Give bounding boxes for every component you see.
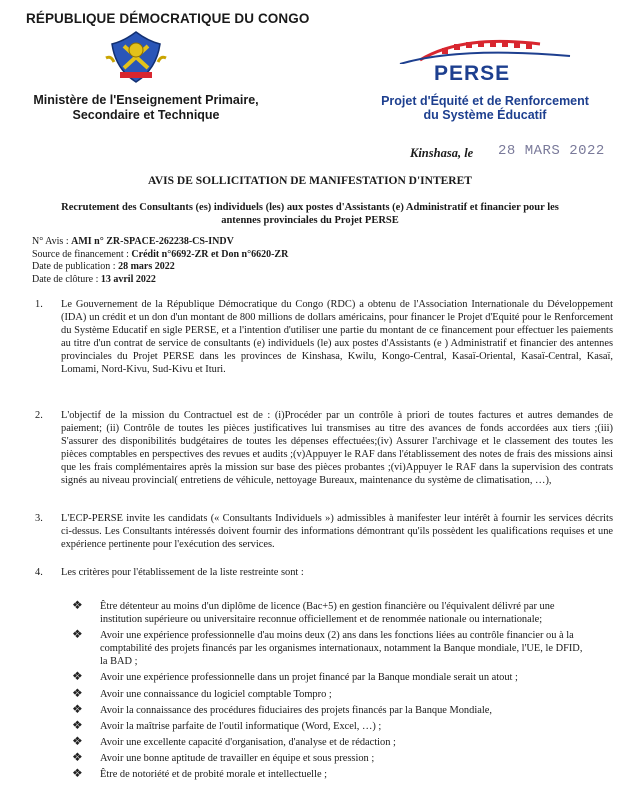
four-diamond-bullet-icon: ❖ xyxy=(72,717,83,732)
four-diamond-bullet-icon: ❖ xyxy=(72,749,83,764)
list-item: ❖ Avoir une excellente capacité d'organisation, d'analyse et de rédaction ; xyxy=(72,733,396,748)
list-item: ❖ Avoir une bonne aptitude de travailler en équipe et sous pression ; xyxy=(72,749,375,764)
criteria-list xyxy=(72,600,592,784)
country-name: RÉPUBLIQUE DÉMOCRATIQUE DU CONGO xyxy=(26,11,310,26)
subtitle-line-2: antennes provinciales du Projet PERSE xyxy=(221,215,399,226)
list-item: ❖ Avoir une connaissance du logiciel comptable Tompro ; xyxy=(72,685,332,700)
four-diamond-bullet-icon: ❖ xyxy=(72,701,83,716)
perse-full-line-2: du Système Éducatif xyxy=(423,108,547,122)
list-item: ❖ Avoir la connaissance des procédures fiduciaires des projets financés par la Banque Mondiale, xyxy=(72,701,492,716)
list-item: ❖ Avoir la maîtrise parfaite de l'outil informatique (Word, Excel, …) ; xyxy=(72,717,382,732)
list-item: ❖ Avoir une expérience professionnelle dans un projet financé par la Banque mondiale serait un atout ; xyxy=(72,669,518,684)
notice-meta xyxy=(32,236,288,286)
notice-subtitle xyxy=(40,201,580,227)
four-diamond-bullet-icon: ❖ xyxy=(72,766,83,781)
list-item: ❖ Avoir une expérience professionnelle d'au moins deux (2) ans dans les fonctions liées au contrôle financier ou à la comptabilité des projets financés par les organismes internationaux, notamment la Banque mondiale, l'UE, le DFID, la BAD ; xyxy=(72,627,583,668)
perse-logo-icon xyxy=(380,38,580,64)
date-stamp: 28 MARS 2022 xyxy=(498,143,605,159)
perse-full-name xyxy=(368,94,602,122)
four-diamond-bullet-icon: ❖ xyxy=(72,669,83,684)
perse-logo-name: PERSE xyxy=(434,62,511,85)
meta-funding-source: Source de financement : Crédit n°6692-ZR et Don n°6620-ZR xyxy=(32,248,289,260)
perse-full-line-1: Projet d'Équité et de Renforcement xyxy=(381,94,589,108)
ministry-line-1: Ministère de l'Enseignement Primaire, xyxy=(33,93,259,107)
place-of-issue: Kinshasa, le xyxy=(410,146,474,160)
ministry-name xyxy=(30,93,262,123)
list-item: ❖ Être de notoriété et de probité morale et intellectuelle ; xyxy=(72,766,328,781)
drc-coat-of-arms-icon xyxy=(102,28,170,86)
meta-closing-date: Date de clôture : 13 avril 2022 xyxy=(32,273,156,285)
meta-publication-date: Date de publication : 28 mars 2022 xyxy=(32,261,175,272)
document-page: RÉPUBLIQUE DÉMOCRATIQUE DU CONGO Ministère de l'Enseignement Primaire, Secondaire et Technique PERSE Projet d'Équité et de Renforcement du Système Éducatif Kinshasa, le 28 MARS 2022 AVIS DE SOLLICITATION DE MANIFESTATION D'INTERET Recrutement des Consultants (es) individuels (les) aux postes d'Assistants (e) Administratif et financier pour les antennes provinciales du Projet PERSE N° Avis : AMI n° ZR-SPACE-262238-CS-INDV Source de financement : Crédit n°6692-ZR et Don n°6620-ZR Date de publication : 28 mars 2022 Date de clôture : 13 avril 2022 1. Le Gouvernement de la République Démocratique du Congo (RDC) a obtenu de l'Association Internationale du Développement (IDA) un crédit et un don d'un montant de 800 millions de dollars américains, pour financer le Projet d'Equité pour le Renforcement du Système Educatif en sigle PERSE, et a l'intention d'utiliser une partie du montant de ce financement pour effectuer les paiements au titre d'un contrat de service de consultants (e) individuels (le) aux postes d'Assistants (e ) Administratif et financier des antennes provinciales du Projet PERSE dans les provinces de Kinshasa, Kwilu, Kongo-Central, Kasaï-Oriental, Kasaï-Central, Kasaï, Lomami, Nord-Kivu, Sud-Kivu et Ituri. 2. L'objectif de la mission du Contractuel est de : (i)Procéder par un contrôle à priori de toutes factures et autres demandes de paiement; (ii) Contrôle de toutes les pièces justificatives lui transmises au titre des avances de fonds accordées aux tiers ;(iii) S'assurer des disponibilités budgétaires de toutes les dépenses effectuées;(iv) Assurer l'archivage et le classement des toutes les pièces comptables en perspectives des revues et audits ;(v)Appuyer le RAF dans l'établissement des notes de frais des missions ainsi que les frais complémentaires après la mission sur base des pièces probantes ;(vi)Appuyer le RAF dans la supervision des contrats signés au niveau provincial( entretiens de véhicule, nettoyage Bureaux, maintenance du système de climatisation, …), 3. L'ECP-PERSE invite les candidats (« Consultants Individuels ») admissibles à manifester leur intérêt à fournir les services décrits ci-dessus. Les Consultants intéressés doivent fournir des informations démontrant qu'ils possèdent les qualifications requises et une expérience pertinente pour l'exécution des services. 4. Les critères pour l'établissement de la liste restreinte sont : ❖ Être détenteur au moins d'un diplôme de licence (Bac+5) en gestion financière ou l'équivalent délivré par une institution supérieure ou universitaire reconnue officiellement et de renommée nationale ou internationale; ❖ Avoir une expérience professionnelle d'au moins deux (2) ans dans les fonctions liées au contrôle financier ou à la comptabilité des projets financés par les organismes internationaux, notamment la Banque mondiale, l'UE, le DFID, la BAD ; ❖ Avoir une expérience professionnelle dans un projet financé par la Banque mondiale serait un atout ; ❖ Avoir une connaissance du logiciel comptable Tompro ; ❖ Avoir la connaissance des procédures fiduciaires des projets financés par la Banque Mondiale, ❖ Avoir la maîtrise parfaite de l'outil informatique (Word, Excel, …) ; ❖ Avoir une excellente capacité d'organisation, d'analyse et de rédaction ; ❖ Avoir une bonne aptitude de travailler en équipe et sous pression ; ❖ Être de notoriété et de probité morale et intellectuelle ; xyxy=(0,0,620,801)
ministry-line-2: Secondaire et Technique xyxy=(72,108,220,122)
four-diamond-bullet-icon: ❖ xyxy=(72,598,83,612)
four-diamond-bullet-icon: ❖ xyxy=(72,627,83,642)
four-diamond-bullet-icon: ❖ xyxy=(72,685,83,700)
list-item: ❖ Être détenteur au moins d'un diplôme de licence (Bac+5) en gestion financière ou l'équivalent délivré par une institution supérieure ou universitaire reconnue officiellement et de renommée nationale ou internationale; xyxy=(72,598,555,626)
four-diamond-bullet-icon: ❖ xyxy=(72,733,83,748)
meta-notice-number: N° Avis : AMI n° ZR-SPACE-262238-CS-INDV xyxy=(32,236,234,247)
subtitle-line-1: Recrutement des Consultants (es) individuels (les) aux postes d'Assistants (e) Administratif et financier pour les xyxy=(61,202,559,213)
notice-title: AVIS DE SOLLICITATION DE MANIFESTATION D'INTERET xyxy=(148,175,472,187)
